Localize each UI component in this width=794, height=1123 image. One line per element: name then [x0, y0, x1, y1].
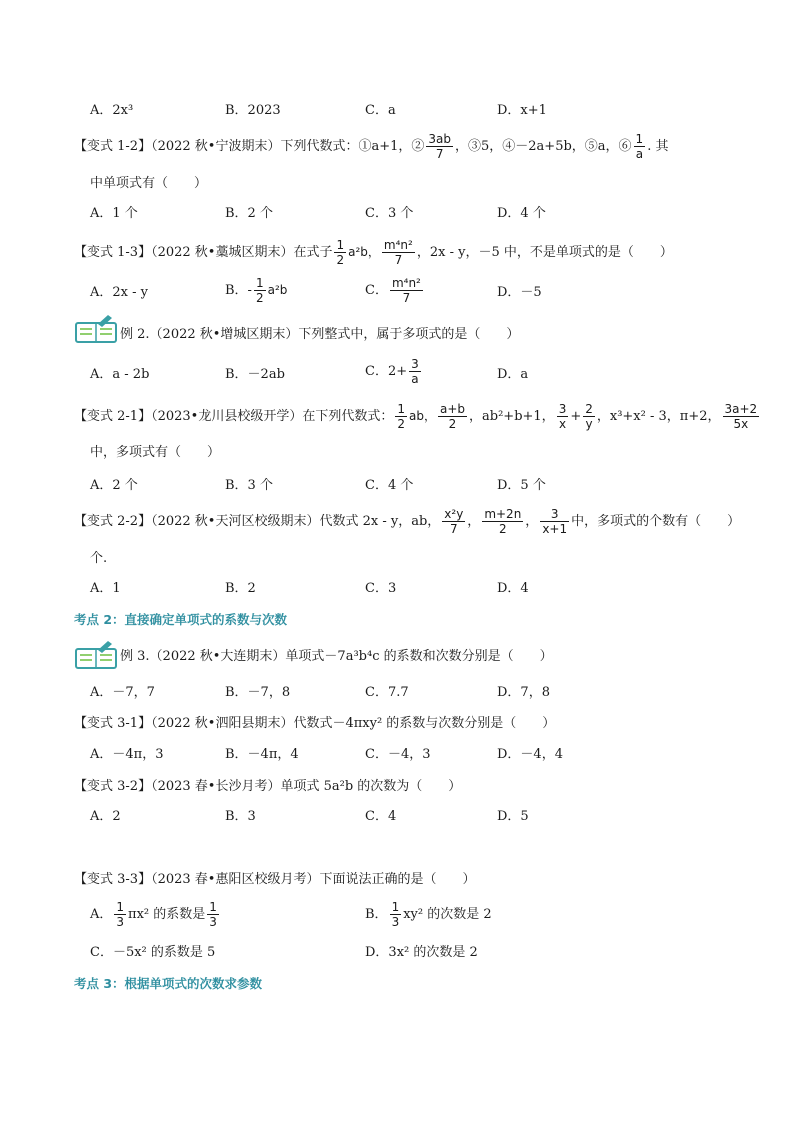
option-c: C．3 个	[365, 206, 414, 221]
expression-text: xy² 的次数是 2	[403, 907, 492, 922]
question-variant-1-2	[74, 132, 668, 161]
option-c: C．7.7	[365, 685, 409, 700]
denominator: 3	[209, 915, 217, 929]
option-prefix: C．	[365, 283, 388, 298]
fraction	[723, 402, 760, 431]
expression-text: a²b，	[348, 245, 380, 259]
numerator: 1	[397, 402, 405, 416]
option-c: C．4	[365, 809, 397, 824]
option-a: A．－7，7	[90, 685, 155, 700]
denominator: 7	[394, 253, 403, 267]
denominator: 7	[402, 291, 411, 305]
numerator: 3	[411, 357, 419, 371]
option-b	[365, 900, 492, 929]
numerator: 1	[336, 238, 345, 252]
option-b: B．2 个	[225, 206, 273, 221]
option-b: B．－2ab	[225, 367, 285, 382]
option-c: C．3	[365, 581, 397, 596]
numerator: 3a+2	[724, 402, 758, 416]
lead-text: 在式子	[293, 245, 333, 260]
denominator: 2	[336, 253, 345, 267]
option-d: D．a	[497, 367, 529, 382]
option-d: D．5	[497, 809, 529, 824]
source-text: （2022 秋•天河区校级期末）	[151, 514, 320, 529]
option-prefix: C．2+	[365, 364, 408, 379]
fraction	[583, 402, 595, 431]
question-continuation: 中单项式有（ ）	[90, 176, 208, 191]
source-text: （2022 秋•宁波期末）	[151, 139, 281, 154]
denominator: 5x	[733, 417, 749, 431]
option-b: B．－7，8	[225, 685, 291, 700]
question-variant-3-2: 【变式 3-2】（2023 春•长沙月考）单项式 5a²b 的次数为（ ）	[74, 779, 462, 794]
expression-text: a²b	[267, 283, 288, 297]
fraction	[426, 132, 453, 161]
option-c: C．4 个	[365, 478, 414, 493]
option-b: B．3	[225, 809, 256, 824]
numerator: 3	[540, 507, 569, 522]
option-a: A．－4π，3	[90, 747, 164, 762]
fraction	[409, 357, 421, 386]
numerator: a+b	[439, 402, 466, 416]
option-a: A．1 个	[90, 206, 138, 221]
fraction	[540, 507, 569, 536]
option-d: D．－4，4	[497, 747, 563, 762]
expression-text: πx² 的系数是	[128, 907, 206, 922]
denominator: 3	[116, 915, 125, 929]
tail-text: . 其	[647, 139, 669, 154]
denominator: a	[635, 147, 644, 161]
option-d: D．4 个	[497, 206, 546, 221]
numerator: 3	[558, 402, 567, 416]
question-continuation: 个.	[90, 551, 108, 566]
item-text: ①a+1，②	[358, 139, 425, 154]
option-a	[90, 900, 221, 929]
denominator: 7	[435, 147, 444, 161]
option-b: B．－4π，4	[225, 747, 299, 762]
lead-text: 下列代数式：	[280, 139, 359, 154]
example-3	[120, 648, 553, 666]
question-variant-3-1: 【变式 3-1】（2022 秋•泗阳县期末）代数式－4πxy² 的系数与次数分别是（ ）	[74, 716, 556, 731]
tail-text: ，2x - y，－5 中，不是单项式的是（ ）	[416, 245, 673, 260]
question-continuation: 中，多项式有（ ）	[90, 445, 221, 460]
numerator: m⁴n²	[391, 276, 421, 290]
expression-text: ，ab²+b+1，	[469, 409, 555, 424]
question-variant-3-3: 【变式 3-3】（2023 春•惠阳区校级月考）下面说法正确的是（ ）	[74, 872, 476, 887]
expression-text: ab，	[409, 409, 436, 423]
source-text: （2022 秋•藁城区期末）	[151, 245, 294, 260]
denominator: y	[585, 417, 593, 431]
numerator: 1	[209, 900, 217, 914]
numerator: 1	[255, 276, 264, 290]
denominator: 2	[397, 417, 405, 431]
numerator: 3ab	[428, 132, 452, 146]
section-heading: 考点 3：根据单项式的次数求参数	[74, 976, 263, 991]
expression-text: ，x³+x² - 3，π+2，	[596, 409, 721, 424]
option-prefix: A．	[90, 907, 113, 922]
example-label: 例 3.	[120, 649, 150, 664]
denominator: 7	[449, 522, 458, 536]
numerator: x²y	[444, 507, 464, 521]
plus-sign: +	[570, 409, 582, 424]
numerator: m+2n	[484, 507, 522, 521]
example-text: （2022 秋•大连期末）单项式－7a³b⁴c 的系数和次数分别是（ ）	[149, 649, 553, 664]
variant-tag: 【变式 2-2】	[74, 514, 152, 529]
option-a: A．1	[90, 581, 121, 596]
variant-tag: 【变式 1-3】	[74, 245, 152, 260]
option-a: A．2x³	[90, 103, 134, 118]
fraction	[634, 132, 646, 161]
option-c	[365, 276, 425, 305]
fraction	[390, 276, 423, 305]
question-variant-2-1	[74, 402, 761, 431]
option-a: A．a - 2b	[90, 367, 150, 382]
option-b	[225, 276, 287, 305]
numerator: 1	[635, 132, 644, 146]
item-text: ，③5，④－2a+5b，⑤a，⑥	[455, 139, 632, 154]
option-c	[365, 357, 423, 386]
fraction	[114, 900, 126, 929]
fraction	[438, 402, 467, 431]
denominator: 2	[448, 417, 457, 431]
question-variant-2-2: 【变式 2-2】（2022 秋•天河区校级期末）代数式 2x - y，ab， $\frac{\text{x²y}}{7}$ ， $\frac{m+2n}{2}$ ， $\frac{3}{x+1}$ 中，多项式的个数有（ ）	[74, 507, 741, 536]
fraction	[482, 507, 523, 536]
book-pencil-icon	[74, 314, 118, 344]
fraction	[557, 402, 569, 431]
option-d: D．5 个	[497, 478, 546, 493]
option-prefix: B．	[365, 907, 388, 922]
option-a: A．2 个	[90, 478, 138, 493]
example-text: （2022 秋•增城区期末）下列整式中，属于多项式的是（ ）	[149, 327, 520, 342]
numerator: 1	[116, 900, 125, 914]
numerator: m⁴n²	[383, 238, 413, 252]
option-a: A．2	[90, 809, 121, 824]
source-text: （2023•龙川县校级开学）	[151, 409, 303, 424]
option-b: B．2023	[225, 103, 281, 118]
option-c: C．－5x² 的系数是 5	[90, 945, 216, 960]
option-d: D．3x² 的次数是 2	[365, 945, 478, 960]
option-b: B．2	[225, 581, 256, 596]
tail-text: 中，多项式的个数有（ ）	[571, 514, 741, 529]
option-c: C．a	[365, 103, 396, 118]
lead-text: 在下列代数式：	[302, 409, 394, 424]
option-a: A．2x - y	[90, 285, 148, 300]
lead-text: 代数式 2x - y，ab，	[319, 514, 441, 529]
fraction	[390, 900, 402, 929]
fraction	[254, 276, 266, 305]
variant-tag: 【变式 1-2】	[74, 139, 152, 154]
numerator: 2	[585, 402, 593, 416]
example-2	[120, 326, 519, 344]
numerator: 1	[391, 900, 400, 914]
book-pencil-icon	[74, 640, 118, 670]
fraction	[207, 900, 219, 929]
option-d: D．7，8	[497, 685, 550, 700]
option-prefix: B．-	[225, 283, 252, 298]
option-d: D．4	[497, 581, 529, 596]
denominator: 2	[498, 522, 507, 536]
fraction	[334, 238, 346, 267]
option-b: B．3 个	[225, 478, 273, 493]
denominator: a	[411, 372, 419, 386]
option-d: D．x+1	[497, 103, 547, 118]
example-label: 例 2.	[120, 327, 150, 342]
fraction	[382, 238, 415, 267]
question-variant-1-3	[74, 238, 673, 267]
denominator: x	[558, 417, 567, 431]
fraction	[442, 507, 465, 536]
denominator: 2	[255, 291, 264, 305]
option-d: D．－5	[497, 285, 542, 300]
option-c: C．－4，3	[365, 747, 431, 762]
denominator: 3	[391, 915, 400, 929]
fraction	[395, 402, 407, 431]
denominator: x+1	[542, 522, 568, 536]
variant-tag: 【变式 2-1】	[74, 409, 152, 424]
section-heading: 考点 2：直接确定单项式的系数与次数	[74, 612, 288, 627]
